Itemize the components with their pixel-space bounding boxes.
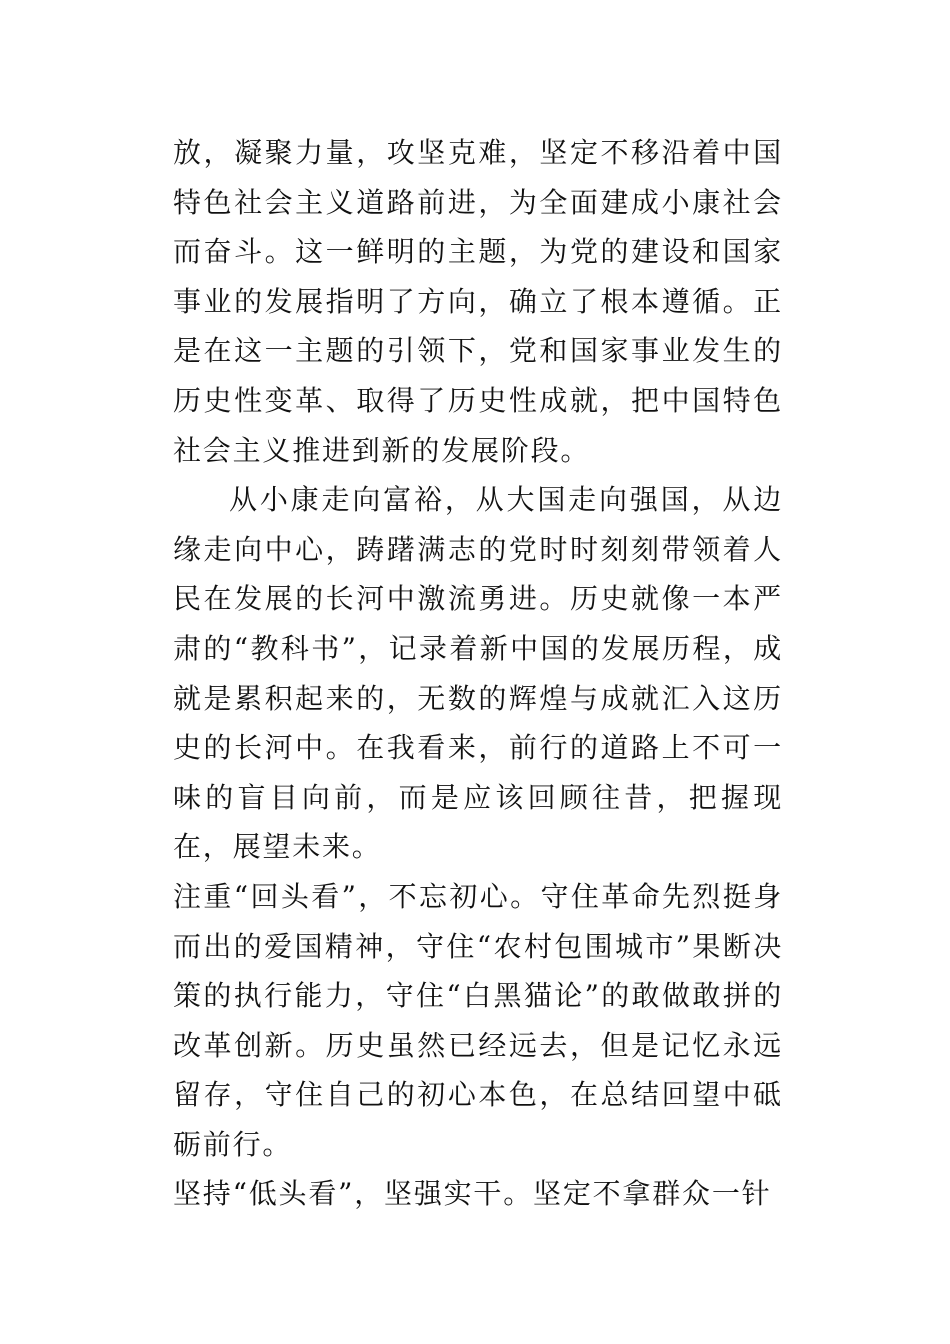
paragraph-1: 放，凝聚力量，攻坚克难，坚定不移沿着中国特色社会主义道路前进，为全面建成小康社会而奋斗。这一鲜明的主题，为党的建设和国家事业的发展指明了方向，确立了根本遵循。正是在这一主题的引领下，党和国家事业发生的历史性变革、取得了历史性成就，把中国特色社会主义推进到新的发展阶段。 <box>173 136 783 467</box>
paragraph-2: 从小康走向富裕，从大国走向强国，从边缘走向中心，踌躇满志的党时时刻刻带领着人民在发展的长河中激流勇进。历史就像一本严肃的“教科书”，记录着新中国的发展历程，成就是累积起来的，无数的辉煌与成就汇入这历史的长河中。在我看来，前行的道路上不可一味的盲目向前，而是应该回顾往昔，把握现在，展望未来。 <box>173 483 783 864</box>
document-body <box>173 128 783 1219</box>
paragraph-4: 坚持“低头看”，坚强实干。坚定不拿群众一针 <box>173 1177 772 1211</box>
paragraph-3: 注重“回头看”，不忘初心。守住革命先烈挺身而出的爱国精神，守住“农村包围城市”果断决策的执行能力，守住“白黑猫论”的敢做敢拼的改革创新。历史虽然已经远去，但是记忆永远留存，守住自己的初心本色，在总结回望中砥砺前行。 <box>173 879 783 1161</box>
